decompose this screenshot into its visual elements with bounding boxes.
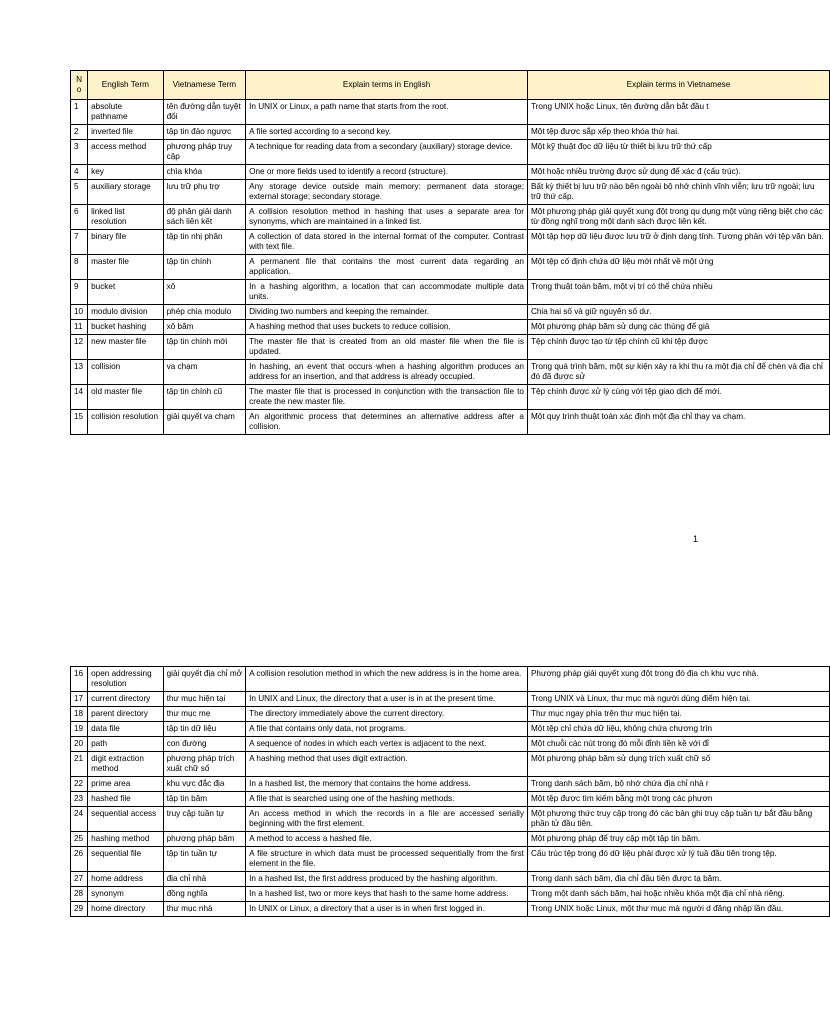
cell-no: 11 — [71, 320, 88, 335]
cell-no: 10 — [71, 305, 88, 320]
cell-no: 8 — [71, 255, 88, 280]
cell-explain-english: Any storage device outside main memory: permanent data storage; external storage; secondary storage. — [246, 180, 528, 205]
cell-explain-vietnamese: Một tệp cố định chứa dữ liệu mới nhất về một ứng — [527, 255, 829, 280]
cell-english-term: bucket — [88, 280, 163, 305]
table-row — [71, 230, 830, 255]
cell-english-term: access method — [88, 140, 163, 165]
table-row — [71, 320, 830, 335]
cell-no: 29 — [71, 902, 88, 917]
cell-explain-vietnamese: Một kỹ thuật đọc dữ liệu từ thiết bị lưu trữ thứ cấp — [527, 140, 829, 165]
cell-vietnamese-term: phương pháp truy cập — [163, 140, 246, 165]
cell-explain-english: One or more fields used to identify a record (structure). — [246, 165, 528, 180]
cell-no: 1 — [71, 100, 88, 125]
cell-no: 12 — [71, 335, 88, 360]
cell-no: 14 — [71, 385, 88, 410]
cell-no: 17 — [71, 692, 88, 707]
cell-explain-english: In a hashed list, the first address produced by the hashing algorithm. — [246, 872, 528, 887]
cell-english-term: home address — [88, 872, 163, 887]
cell-english-term: sequential access — [88, 807, 163, 832]
cell-english-term: open addressing resolution — [88, 667, 163, 692]
cell-explain-english: A file that is searched using one of the hashing methods. — [246, 792, 528, 807]
cell-no: 20 — [71, 737, 88, 752]
cell-explain-vietnamese: Tệp chính được xử lý cùng với tệp giao dịch để mới. — [527, 385, 829, 410]
table-body-page-1 — [71, 100, 830, 435]
cell-explain-english: A hashing method that uses buckets to reduce collision. — [246, 320, 528, 335]
cell-explain-vietnamese: Trong quá trình băm, một sự kiện xảy ra khi thu ra một địa chỉ để chèn và địa chỉ đó đã được sử — [527, 360, 829, 385]
cell-no: 19 — [71, 722, 88, 737]
page-number: 1 — [693, 534, 699, 544]
cell-explain-vietnamese: Bất kỳ thiết bị lưu trữ nào bên ngoài bộ nhớ chính vĩnh viễn; lưu trữ ngoài; lưu trữ thứ cấp. — [527, 180, 829, 205]
table-row — [71, 305, 830, 320]
cell-english-term: modulo division — [88, 305, 163, 320]
cell-vietnamese-term: địa chỉ nhà — [163, 872, 246, 887]
cell-vietnamese-term: giải quyết địa chỉ mở — [163, 667, 246, 692]
cell-explain-english: A collision resolution method in hashing that uses a separate area for synonyms, which are maintained in a linked list. — [246, 205, 528, 230]
header-explain-english: Explain terms in English — [246, 71, 528, 100]
cell-explain-english: The directory immediately above the current directory. — [246, 707, 528, 722]
cell-explain-vietnamese: Trong danh sách băm, địa chỉ đầu tiên được tạ băm. — [527, 872, 829, 887]
cell-vietnamese-term: xô — [163, 280, 246, 305]
cell-explain-vietnamese: Một phương thức truy cập trong đó các bản ghi truy cập tuần tự bắt đầu bằng phần tử đầu tiên. — [527, 807, 829, 832]
table-row — [71, 385, 830, 410]
cell-english-term: auxiliary storage — [88, 180, 163, 205]
table-row — [71, 125, 830, 140]
cell-english-term: hashing method — [88, 832, 163, 847]
cell-english-term: absolute pathname — [88, 100, 163, 125]
header-explain-vietnamese: Explain terms in Vietnamese — [527, 71, 829, 100]
cell-explain-vietnamese: Một tệp chỉ chứa dữ liệu, không chứa chương trìn — [527, 722, 829, 737]
cell-vietnamese-term: phương pháp băm — [163, 832, 246, 847]
cell-english-term: digit extraction method — [88, 752, 163, 777]
cell-vietnamese-term: khu vực đắc địa — [163, 777, 246, 792]
cell-explain-english: In hashing, an event that occurs when a hashing algorithm produces an address for an insertion, and that address is already occupied. — [246, 360, 528, 385]
cell-no: 22 — [71, 777, 88, 792]
cell-vietnamese-term: phép chia modulo — [163, 305, 246, 320]
cell-english-term: old master file — [88, 385, 163, 410]
cell-vietnamese-term: thư mục mẹ — [163, 707, 246, 722]
cell-explain-vietnamese: Trong UNIX hoặc Linux, một thư mục mà người d đăng nhập lần đầu. — [527, 902, 829, 917]
cell-explain-english: A file sorted according to a second key. — [246, 125, 528, 140]
cell-english-term: binary file — [88, 230, 163, 255]
cell-explain-vietnamese: Thư mục ngay phía trên thư mục hiện tại. — [527, 707, 829, 722]
header-no: N o — [71, 71, 88, 100]
cell-no: 18 — [71, 707, 88, 722]
table-row — [71, 255, 830, 280]
cell-vietnamese-term: chìa khóa — [163, 165, 246, 180]
glossary-table-page-1 — [70, 70, 830, 435]
cell-no: 3 — [71, 140, 88, 165]
cell-explain-vietnamese: Trong danh sách băm, bộ nhớ chứa địa chỉ nhà r — [527, 777, 829, 792]
cell-english-term: sequential file — [88, 847, 163, 872]
cell-vietnamese-term: thư mục nhà — [163, 902, 246, 917]
header-english-term: English Term — [88, 71, 163, 100]
cell-explain-vietnamese: Một phương pháp băm sử dụng các thùng để giả — [527, 320, 829, 335]
cell-explain-english: In UNIX or Linux, a path name that starts from the root. — [246, 100, 528, 125]
cell-no: 16 — [71, 667, 88, 692]
cell-english-term: prime area — [88, 777, 163, 792]
table-row — [71, 360, 830, 385]
cell-explain-english: A method to access a hashed file. — [246, 832, 528, 847]
cell-no: 26 — [71, 847, 88, 872]
cell-english-term: inverted file — [88, 125, 163, 140]
table-row — [71, 165, 830, 180]
cell-english-term: linked list resolution — [88, 205, 163, 230]
cell-no: 25 — [71, 832, 88, 847]
cell-explain-english: A permanent file that contains the most current data regarding an application. — [246, 255, 528, 280]
cell-explain-vietnamese: Trong UNIX và Linux, thư mục mà người dùng điểm hiện tại. — [527, 692, 829, 707]
table-row — [71, 280, 830, 305]
cell-vietnamese-term: xô băm — [163, 320, 246, 335]
cell-english-term: hashed file — [88, 792, 163, 807]
table-row — [71, 707, 830, 722]
cell-vietnamese-term: tập tin đảo ngược — [163, 125, 246, 140]
table-row — [71, 692, 830, 707]
cell-explain-english: In a hashed list, two or more keys that hash to the same home address. — [246, 887, 528, 902]
cell-english-term: home directory — [88, 902, 163, 917]
cell-vietnamese-term: truy cập tuần tự — [163, 807, 246, 832]
table-row — [71, 100, 830, 125]
cell-vietnamese-term: tập tin băm — [163, 792, 246, 807]
cell-explain-english: A sequence of nodes in which each vertex is adjacent to the next. — [246, 737, 528, 752]
cell-vietnamese-term: tập tin dữ liệu — [163, 722, 246, 737]
cell-no: 5 — [71, 180, 88, 205]
cell-explain-english: A file structure in which data must be processed sequentially from the first element in the file. — [246, 847, 528, 872]
table-row — [71, 180, 830, 205]
cell-explain-english: The master file that is processed in conjunction with the transaction file to create the new master file. — [246, 385, 528, 410]
cell-no: 9 — [71, 280, 88, 305]
cell-vietnamese-term: phương pháp trích xuất chữ số — [163, 752, 246, 777]
table-row — [71, 847, 830, 872]
cell-explain-english: An algorithmic process that determines an alternative address after a collision. — [246, 410, 528, 435]
cell-no: 2 — [71, 125, 88, 140]
cell-explain-english: A technique for reading data from a secondary (auxiliary) storage device. — [246, 140, 528, 165]
cell-explain-vietnamese: Một phương pháp để truy cập một tập tin băm. — [527, 832, 829, 847]
cell-explain-vietnamese: Một chuỗi các nút trong đó mỗi đỉnh liền kề với đỉ — [527, 737, 829, 752]
table-row — [71, 722, 830, 737]
cell-vietnamese-term: thư mục hiện tại — [163, 692, 246, 707]
cell-vietnamese-term: tập tin chính cũ — [163, 385, 246, 410]
table-row — [71, 902, 830, 917]
cell-explain-vietnamese: Chia hai số và giữ nguyên số dư. — [527, 305, 829, 320]
cell-vietnamese-term: lưu trữ phụ trợ — [163, 180, 246, 205]
cell-english-term: key — [88, 165, 163, 180]
cell-vietnamese-term: tập tin chính — [163, 255, 246, 280]
cell-vietnamese-term: tập tin nhị phân — [163, 230, 246, 255]
cell-explain-vietnamese: Trong một danh sách băm, hai hoặc nhiều khóa một địa chỉ nhà riêng. — [527, 887, 829, 902]
cell-vietnamese-term: tập tin tuần tự — [163, 847, 246, 872]
cell-explain-english: In UNIX and Linux, the directory that a user is in at the present time. — [246, 692, 528, 707]
cell-explain-english: A collection of data stored in the internal format of the computer. Contrast with text file. — [246, 230, 528, 255]
cell-vietnamese-term: giải quyết va chạm — [163, 410, 246, 435]
cell-english-term: collision resolution — [88, 410, 163, 435]
cell-explain-english: In a hashed list, the memory that contains the home address. — [246, 777, 528, 792]
cell-vietnamese-term: con đường — [163, 737, 246, 752]
cell-vietnamese-term: độ phân giải danh sách liên kết — [163, 205, 246, 230]
cell-english-term: new master file — [88, 335, 163, 360]
cell-english-term: parent directory — [88, 707, 163, 722]
cell-explain-vietnamese: Một quy trình thuật toán xác định một địa chỉ thay va chạm. — [527, 410, 829, 435]
cell-no: 15 — [71, 410, 88, 435]
cell-explain-vietnamese: Một tệp được tìm kiếm bằng một trong các phươn — [527, 792, 829, 807]
table-row — [71, 887, 830, 902]
cell-no: 4 — [71, 165, 88, 180]
table-row — [71, 807, 830, 832]
cell-explain-vietnamese: Một tệp được sắp xếp theo khóa thứ hai. — [527, 125, 829, 140]
cell-english-term: synonym — [88, 887, 163, 902]
table-row — [71, 205, 830, 230]
cell-no: 6 — [71, 205, 88, 230]
cell-english-term: data file — [88, 722, 163, 737]
cell-explain-vietnamese: Cấu trúc tệp trong đó dữ liệu phải được xử lý tuầ đầu tiên trong tệp. — [527, 847, 829, 872]
cell-explain-vietnamese: Phương pháp giải quyết xung đột trong đó địa ch khu vực nhà. — [527, 667, 829, 692]
cell-english-term: current directory — [88, 692, 163, 707]
table-row — [71, 335, 830, 360]
cell-english-term: collision — [88, 360, 163, 385]
table-body-page-2 — [71, 667, 830, 917]
cell-explain-vietnamese: Một tập hợp dữ liệu được lưu trữ ở định dạng tính. Tương phản với tệp văn bản. — [527, 230, 829, 255]
cell-explain-english: In a hashing algorithm, a location that can accommodate multiple data units. — [246, 280, 528, 305]
cell-explain-english: An access method in which the records in a file are accessed serially beginning with the first element. — [246, 807, 528, 832]
cell-explain-vietnamese: Tệp chính được tạo từ tệp chính cũ khi tệp được — [527, 335, 829, 360]
cell-explain-english: A hashing method that uses digit extraction. — [246, 752, 528, 777]
cell-explain-vietnamese: Một phương pháp băm sử dụng trích xuất chữ số — [527, 752, 829, 777]
cell-english-term: path — [88, 737, 163, 752]
table-row — [71, 667, 830, 692]
cell-english-term: bucket hashing — [88, 320, 163, 335]
cell-no: 7 — [71, 230, 88, 255]
cell-explain-english: The master file that is created from an old master file when the file is updated. — [246, 335, 528, 360]
table-row — [71, 872, 830, 887]
table-row — [71, 752, 830, 777]
cell-vietnamese-term: tập tin chính mới — [163, 335, 246, 360]
cell-explain-english: In UNIX or Linux, a directory that a user is in when first logged in. — [246, 902, 528, 917]
cell-explain-vietnamese: Một hoặc nhiều trường được sử dụng để xác đ (cấu trúc). — [527, 165, 829, 180]
cell-no: 27 — [71, 872, 88, 887]
cell-explain-english: Dividing two numbers and keeping the remainder. — [246, 305, 528, 320]
cell-explain-vietnamese: Một phương pháp giải quyết xung đột trong qu dụng một vùng riêng biệt cho các từ đồng nghĩ trong một danh sách được liên kết. — [527, 205, 829, 230]
cell-no: 13 — [71, 360, 88, 385]
cell-no: 28 — [71, 887, 88, 902]
cell-no: 24 — [71, 807, 88, 832]
cell-explain-vietnamese: Trong UNIX hoặc Linux, tên đường dẫn bắt đầu t — [527, 100, 829, 125]
table-row — [71, 737, 830, 752]
table-header-row — [71, 71, 830, 100]
cell-english-term: master file — [88, 255, 163, 280]
cell-vietnamese-term: đồng nghĩa — [163, 887, 246, 902]
table-row — [71, 792, 830, 807]
cell-vietnamese-term: va chạm — [163, 360, 246, 385]
header-vietnamese-term: Vietnamese Term — [163, 71, 246, 100]
table-row — [71, 410, 830, 435]
table-row — [71, 140, 830, 165]
glossary-table-page-2 — [70, 666, 830, 917]
cell-explain-vietnamese: Trong thuật toán băm, một vị trí có thể chứa nhiều — [527, 280, 829, 305]
table-row — [71, 777, 830, 792]
cell-explain-english: A collision resolution method in which the new address is in the home area. — [246, 667, 528, 692]
cell-vietnamese-term: tên đường dẫn tuyệt đối — [163, 100, 246, 125]
cell-explain-english: A file that contains only data, not programs. — [246, 722, 528, 737]
table-row — [71, 832, 830, 847]
cell-no: 23 — [71, 792, 88, 807]
cell-no: 21 — [71, 752, 88, 777]
